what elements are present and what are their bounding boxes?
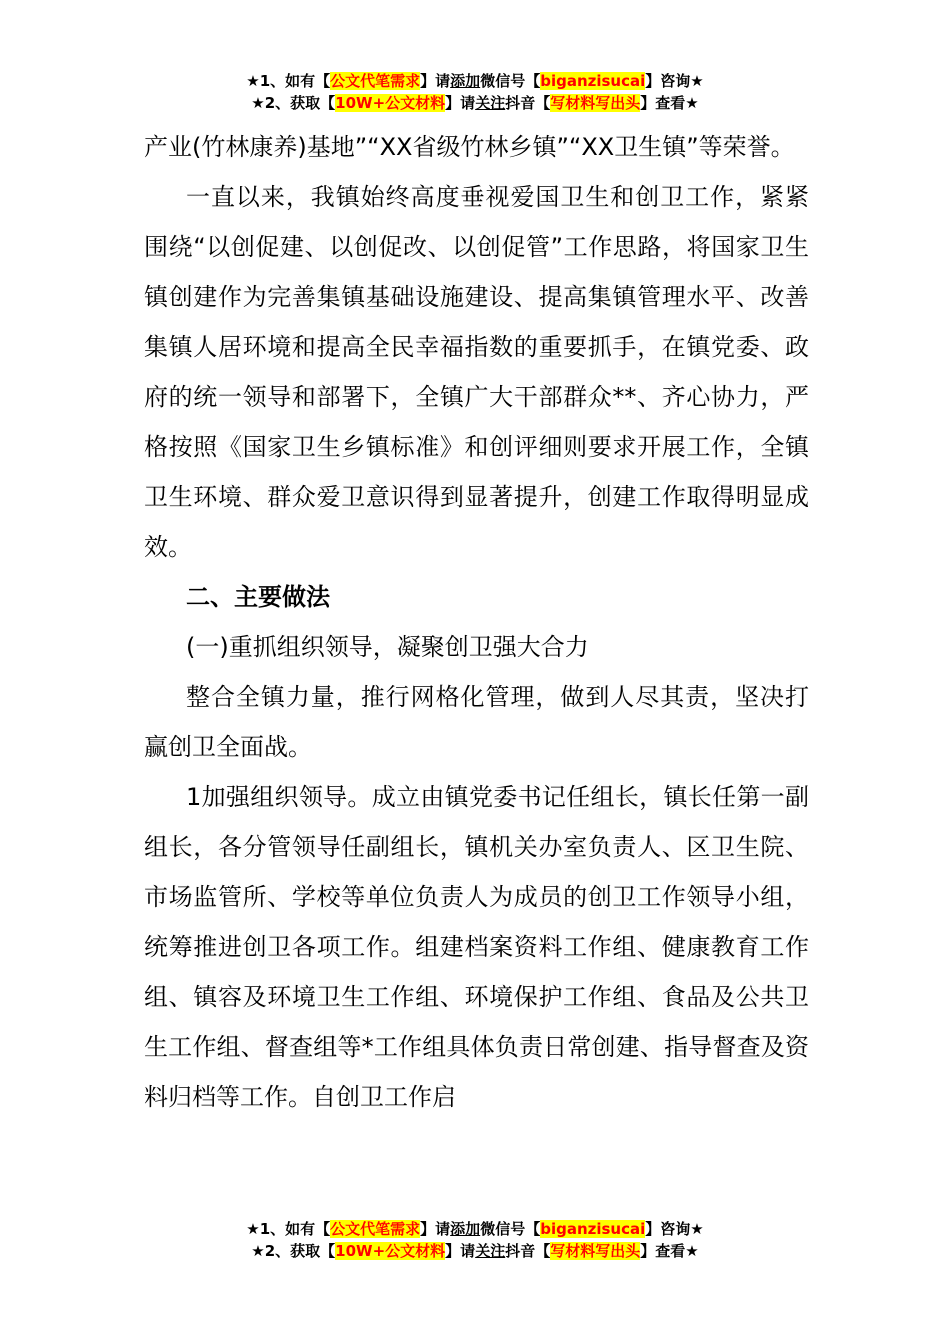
banner-underlined: 关注 [475,1242,506,1260]
banner-text: 】请 [445,94,476,112]
banner-douyin-id: 写材料写出头 [550,94,641,112]
banner-text: 抖音【 [505,94,551,112]
banner-underlined: 添加 [450,1220,481,1238]
banner-text: 微信号【 [480,1220,541,1238]
banner-underlined: 关注 [475,94,506,112]
banner-highlight: 公文代笔需求 [330,1220,421,1238]
star-icon: ★ [690,1220,704,1238]
sub-heading: (一)重抓组织领导，凝聚创卫强大合力 [186,633,589,661]
banner-underlined: 添加 [450,72,481,90]
banner-text: 】请 [445,1242,476,1260]
banner-text: 2、获取【 [264,94,336,112]
paragraph-organization: 1加强组织领导。成立由镇党委书记任组长，镇长任第一副组长，各分管领导任副组长，镇机关办室负责人、区卫生院、市场监管所、学校等单位负责人为成员的创卫工作领导小组，统筹推进创卫各项工作。组建档案资料工作组、健康教育工作组、镇容及环境卫生工作组、环境保护工作组、食品及公共卫生工作组、督查组等*工作组具体负责日常创建、指导督查及资料归档等工作。自创卫工作启 [144,783,809,1111]
banner-line-2 [0,1240,950,1262]
star-icon: ★ [251,94,265,112]
banner-line-1 [0,1218,950,1240]
banner-text: 】查看 [640,1242,686,1260]
banner-text: 】查看 [640,94,686,112]
banner-line-1 [0,70,950,92]
star-icon: ★ [246,72,260,90]
banner-douyin-id: 写材料写出头 [550,1242,641,1260]
banner-text: 1、如有【 [259,1220,331,1238]
banner-text: 】请 [420,1220,451,1238]
paragraph-honors: 产业(竹林康养)基地”“XX省级竹林乡镇”“XX卫生镇”等荣誉。 [144,133,795,161]
paragraph-summary: 整合全镇力量，推行网格化管理，做到人尽其责，坚决打赢创卫全面战。 [144,683,809,761]
star-icon: ★ [690,72,704,90]
banner-wechat-id: biganzisucai [540,1220,646,1238]
header-banner [0,70,950,114]
banner-text: 】咨询 [645,72,691,90]
document-body [144,122,809,1122]
banner-text: 2、获取【 [264,1242,336,1260]
banner-highlight: 10W+公文材料 [335,94,446,112]
banner-wechat-id: biganzisucai [540,72,646,90]
banner-text: 微信号【 [480,72,541,90]
paragraph-overview: 一直以来，我镇始终高度垂视爱国卫生和创卫工作，紧紧围绕“以创促建、以创促改、以创促管”工作思路，将国家卫生镇创建作为完善集镇基础设施建设、提高集镇管理水平、改善集镇人居环境和提高全民幸福指数的重要抓手，在镇党委、政府的统一领导和部署下，全镇广大干部群众**、齐心协力，严格按照《国家卫生乡镇标准》和创评细则要求开展工作，全镇卫生环境、群众爱卫意识得到显著提升，创建工作取得明显成效。 [144,183,809,561]
banner-text: 抖音【 [505,1242,551,1260]
section-heading: 二、主要做法 [186,583,330,611]
star-icon: ★ [685,94,699,112]
star-icon: ★ [246,1220,260,1238]
star-icon: ★ [685,1242,699,1260]
banner-highlight: 10W+公文材料 [335,1242,446,1260]
star-icon: ★ [251,1242,265,1260]
banner-text: 】咨询 [645,1220,691,1238]
banner-text: 】请 [420,72,451,90]
footer-banner [0,1218,950,1262]
banner-line-2 [0,92,950,114]
banner-highlight: 公文代笔需求 [330,72,421,90]
banner-text: 1、如有【 [259,72,331,90]
